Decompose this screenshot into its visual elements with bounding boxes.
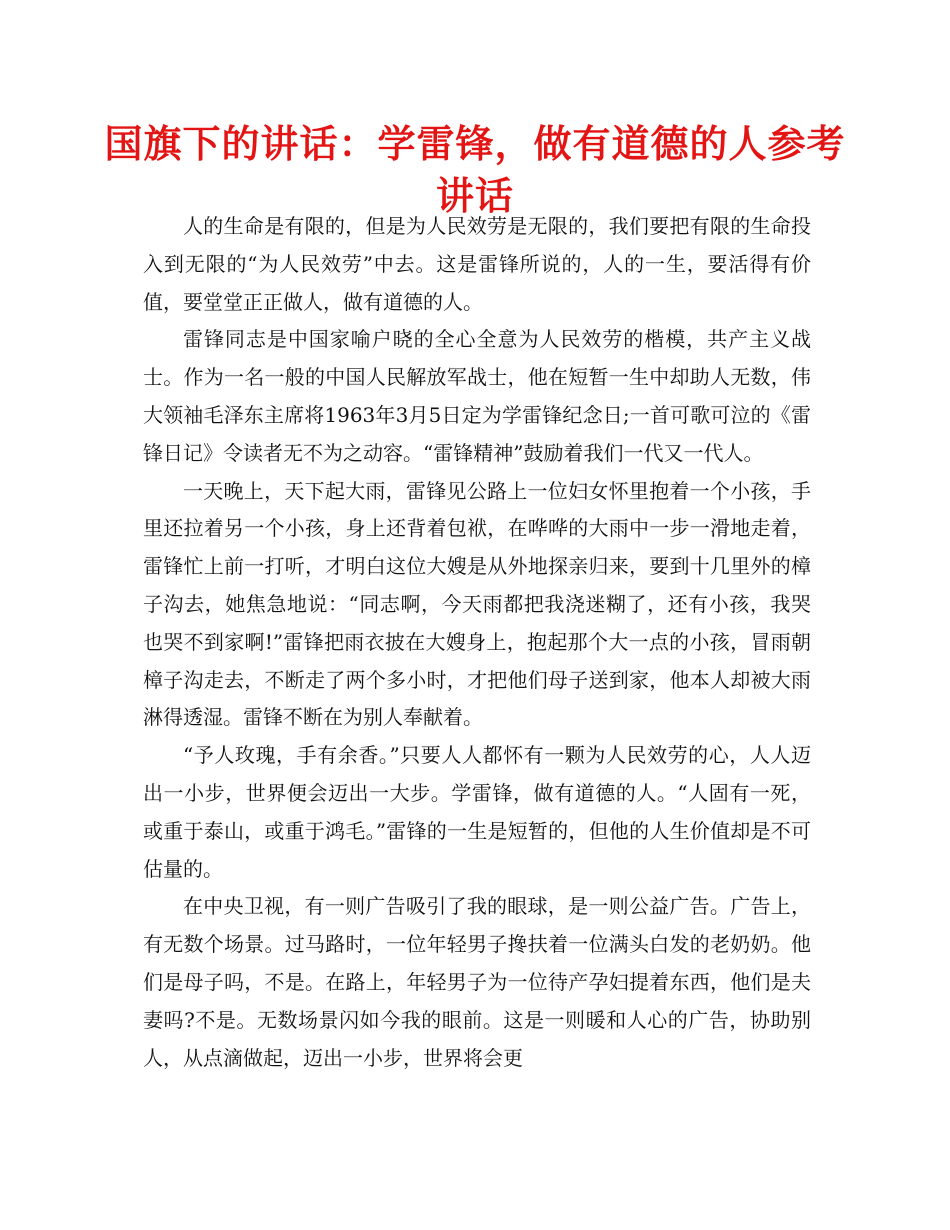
page-title: 国旗下的讲话：学雷锋，做有道德的人参考讲话 <box>104 122 846 218</box>
paragraph: 在中央卫视，有一则广告吸引了我的眼球，是一则公益广告。广告上，有无数个场景。过马路时，一位年轻男子搀扶着一位满头白发的老奶奶。他们是母子吗，不是。在路上，年轻男子为一位待产孕妇提着东西，他们是夫妻吗?不是。无数场景闪如今我的眼前。这是一则暖和人心的广告，协助别人，从点滴做起，迈出一小步，世界将会更 <box>143 894 811 1070</box>
article-body <box>143 208 811 1077</box>
paragraph: 人的生命是有限的，但是为人民效劳是无限的，我们要把有限的生命投入到无限的“为人民效劳”中去。这是雷锋所说的，人的一生，要活得有价值，要堂堂正正做人，做有道德的人。 <box>143 214 811 314</box>
paragraph: 雷锋同志是中国家喻户晓的全心全意为人民效劳的楷模，共产主义战士。作为一名一般的中国人民解放军战士，他在短暂一生中却助人无数，伟大领袖毛泽东主席将1963年3月5日定为学雷锋纪念日;一首可歌可泣的《雷锋日记》令读者无不为之动容。“雷锋精神”鼓励着我们一代又一代人。 <box>143 327 811 465</box>
paragraph: “予人玫瑰，手有余香。”只要人人都怀有一颗为人民效劳的心，人人迈出一小步，世界便会迈出一大步。学雷锋，做有道德的人。“人固有一死，或重于泰山，或重于鸿毛。”雷锋的一生是短暂的，但他的人生价值却是不可估量的。 <box>143 743 811 881</box>
paragraph: 一天晚上，天下起大雨，雷锋见公路上一位妇女怀里抱着一个小孩，手里还拉着另一个小孩，身上还背着包袱，在哗哗的大雨中一步一滑地走着，雷锋忙上前一打听，才明白这位大嫂是从外地探亲归来，要到十几里外的樟子沟去，她焦急地说：“同志啊，今天雨都把我浇迷糊了，还有小孩，我哭也哭不到家啊!”雷锋把雨衣披在大嫂身上，抱起那个大一点的小孩，冒雨朝樟子沟走去，不断走了两个多小时，才把他们母子送到家，他本人却被大雨淋得透湿。雷锋不断在为别人奉献着。 <box>143 478 811 730</box>
